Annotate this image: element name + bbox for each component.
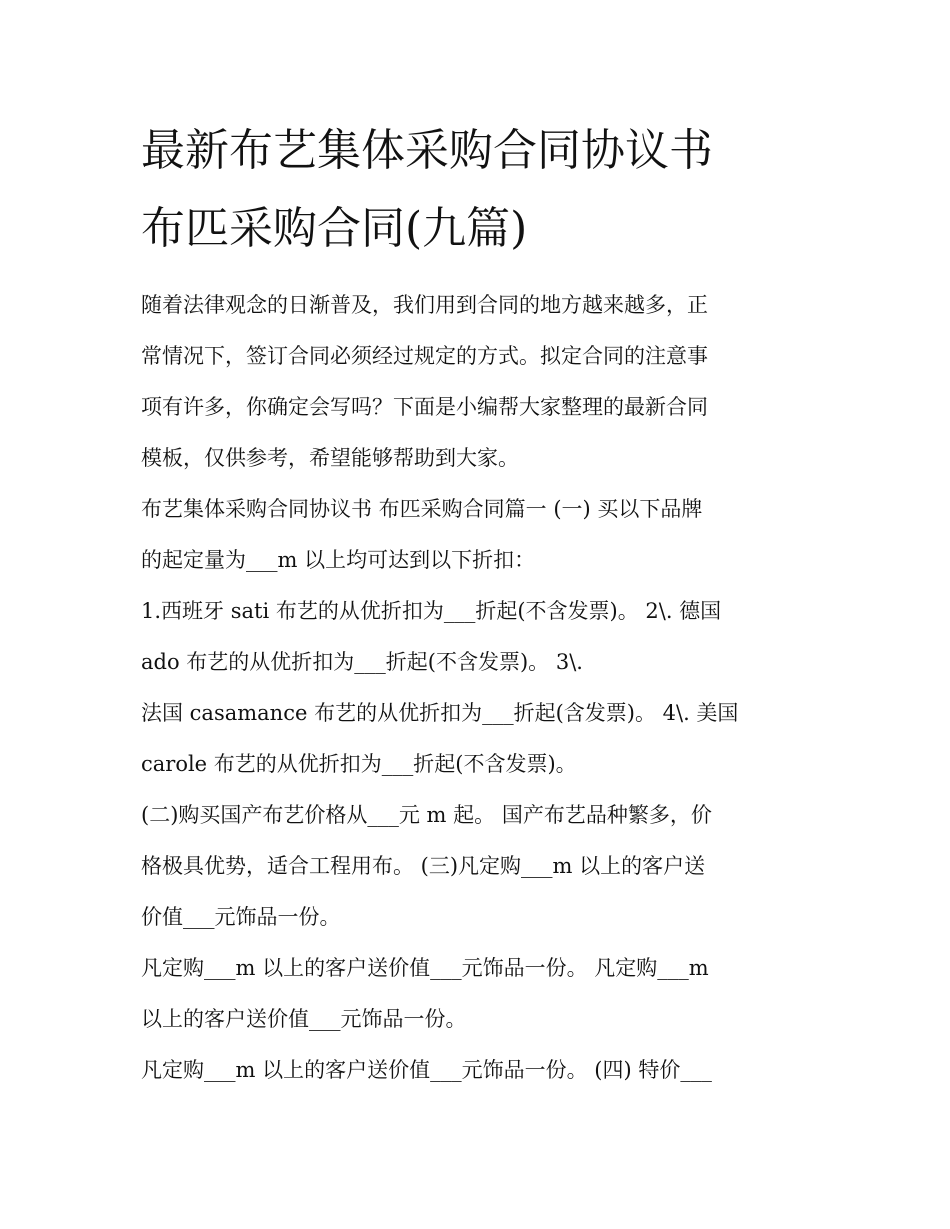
body-line: 常情况下，签订合同必须经过规定的方式。拟定合同的注意事 xyxy=(141,344,708,368)
body-line: 的起定量为___m 以上均可达到以下折扣： xyxy=(141,548,536,572)
body-line: 布艺集体采购合同协议书 布匹采购合同篇一 (一) 买以下品牌 xyxy=(141,497,703,521)
body-line: 价值___元饰品一份。 xyxy=(141,905,341,929)
body-line: 项有许多，你确定会写吗？下面是小编帮大家整理的最新合同 xyxy=(141,395,708,419)
body-line: 1.西班牙 sati 布艺的从优折扣为___折起(不含发票)。 2\. 德国 xyxy=(141,599,722,623)
body-line: 模板，仅供参考，希望能够帮助到大家。 xyxy=(141,446,519,470)
body-line: 凡定购___m 以上的客户送价值___元饰品一份。 (四) 特价___ xyxy=(141,1058,712,1082)
body-line: 凡定购___m 以上的客户送价值___元饰品一份。 凡定购___m xyxy=(141,956,709,980)
body-line: 格极具优势，适合工程用布。 (三)凡定购___m 以上的客户送 xyxy=(141,854,706,878)
document-page xyxy=(141,112,813,1096)
title-line-1: 最新布艺集体采购合同协议书 xyxy=(141,125,713,176)
body-line: 随着法律观念的日渐普及，我们用到合同的地方越来越多，正 xyxy=(141,293,708,317)
body-line: ado 布艺的从优折扣为___折起(不含发票)。 3\. xyxy=(141,650,583,674)
document-body xyxy=(141,280,813,1096)
body-line: 以上的客户送价值___元饰品一份。 xyxy=(141,1007,467,1031)
document-title xyxy=(141,112,813,268)
body-line: carole 布艺的从优折扣为___折起(不含发票)。 xyxy=(141,752,577,776)
body-line: 法国 casamance 布艺的从优折扣为___折起(含发票)。 4\. 美国 xyxy=(141,701,739,725)
title-line-2: 布匹采购合同(九篇) xyxy=(141,203,528,254)
body-line: (二)购买国产布艺价格从___元 m 起。 国产布艺品种繁多，价 xyxy=(141,803,712,827)
